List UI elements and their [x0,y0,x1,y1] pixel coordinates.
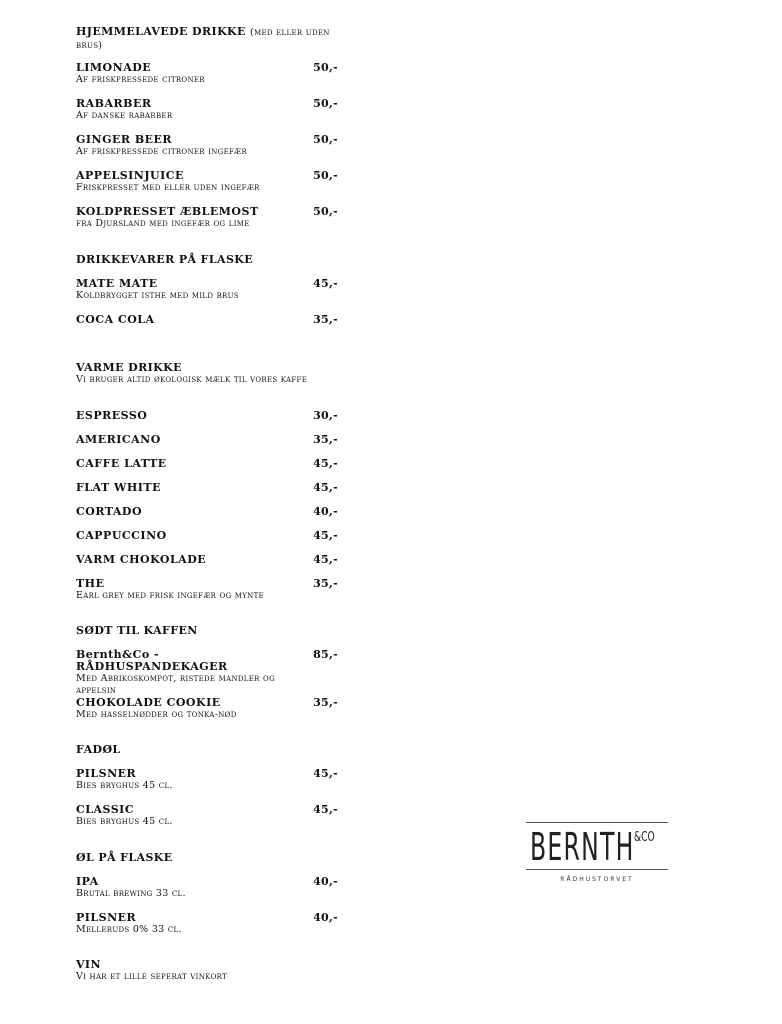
item-name: CORTADO [76,505,143,518]
item-name: CAPPUCCINO [76,529,167,542]
item-price: 45,- [313,553,338,566]
menu-item [76,578,338,602]
section-varme-drikke [76,362,338,386]
item-price: 45,- [313,767,338,780]
item-price: 50,- [313,61,338,74]
item-name: CHOKOLADE COOKIE [76,696,221,709]
item-name: FLAT WHITE [76,481,161,494]
section-title: ØL PÅ FLASKE [76,851,173,864]
logo-bottom-rule [526,869,668,870]
item-price: 40,- [313,505,338,518]
item-price: 45,- [313,457,338,470]
item-name: VARM CHOKOLADE [76,553,207,566]
item-name: COCA COLA [76,313,155,326]
item-name: AMERICANO [76,433,161,446]
item-price: 45,- [313,803,338,816]
section-title: VIN [76,958,101,971]
item-description: Brutal brewing 33 cl. [76,888,186,899]
item-price: 45,- [313,481,338,494]
menu-item [76,98,338,122]
menu-item [76,530,338,542]
menu-item [76,649,338,697]
logo-top-rule [526,822,668,823]
item-name: LIMONADE [76,61,152,74]
item-name: RABARBER [76,97,152,110]
section-hjemmelavede [76,26,338,52]
bernth-co-logo [526,822,668,883]
menu-item [76,134,338,158]
section-note: Vi bruger altid økologisk mælk til vores kaffe [76,374,308,385]
item-price: 45,- [313,529,338,542]
item-price: 45,- [313,277,338,290]
menu-item [76,482,338,494]
menu-item [76,804,338,828]
item-price: 50,- [313,97,338,110]
menu-item [76,434,338,446]
logo-word: BERNTH [530,825,635,869]
item-description: Earl grey med frisk ingefær og mynte [76,590,264,601]
item-price: 35,- [313,696,338,709]
section-title [76,26,338,52]
section-vin [76,959,338,983]
item-price: 50,- [313,169,338,182]
item-name: ESPRESSO [76,409,148,422]
section-title: FADØL [76,743,121,756]
logo-amp: &CO [634,830,655,845]
item-price: 40,- [313,911,338,924]
item-description: Bies bryghus 45 cl. [76,780,173,791]
item-price: 35,- [313,433,338,446]
menu-item [76,768,338,792]
item-name: Bernth&Co - RÅDHUSPANDEKAGER [76,648,228,673]
section-title: SØDT TIL KAFFEN [76,624,198,637]
logo-subtitle: RÅDHUSTORVET [560,876,634,883]
item-description: Af danske rabarber [76,110,173,121]
item-price: 85,- [313,648,338,661]
item-description: Melleruds 0% 33 cl. [76,924,182,935]
item-name: THE [76,577,105,590]
item-name: PILSNER [76,911,137,924]
item-description: Af friskpressede citroner [76,74,205,85]
section-title: VARME DRIKKE [76,361,182,374]
menu-item [76,410,338,422]
item-description: Friskpresset med eller uden ingefær [76,182,260,193]
item-name: CAFFE LATTE [76,457,167,470]
menu-item [76,554,338,566]
item-price: 35,- [313,577,338,590]
item-price: 50,- [313,133,338,146]
menu-item [76,314,338,326]
item-name: GINGER BEER [76,133,173,146]
menu-item [76,876,338,900]
section-title-text: HJEMMELAVEDE DRIKKE [76,25,246,38]
section-title: DRIKKEVARER PÅ FLASKE [76,253,254,266]
menu-item [76,278,338,302]
item-description: fra Djursland med ingefær og lime [76,218,250,229]
item-name: MATE MATE [76,277,158,290]
item-price: 30,- [313,409,338,422]
menu-item [76,506,338,518]
item-price: 40,- [313,875,338,888]
item-name: KOLDPRESSET ÆBLEMOST [76,205,259,218]
item-name: APPELSINJUICE [76,169,184,182]
item-price: 50,- [313,205,338,218]
item-description: Med hasselnødder og tonka-nød [76,709,237,720]
item-name: PILSNER [76,767,137,780]
item-price: 35,- [313,313,338,326]
section-note: Vi har et lille seperat vinkort [76,971,227,982]
item-name: CLASSIC [76,803,135,816]
menu-item [76,170,338,194]
item-description: Af friskpressede citroner ingefær [76,146,248,157]
menu-item [76,912,338,936]
menu-item [76,62,338,86]
logo-mark [526,827,668,867]
item-name: IPA [76,875,99,888]
item-description: Koldbrygget isthe med mild brus [76,290,239,301]
item-description: Med Abrikoskompot, ristede mandler og appelsin [76,673,275,696]
menu-item [76,206,338,230]
menu-item [76,458,338,470]
menu-item [76,697,338,721]
section-title-note: (med eller uden brus) [76,27,330,51]
item-description: Bies bryghus 45 cl. [76,816,173,827]
